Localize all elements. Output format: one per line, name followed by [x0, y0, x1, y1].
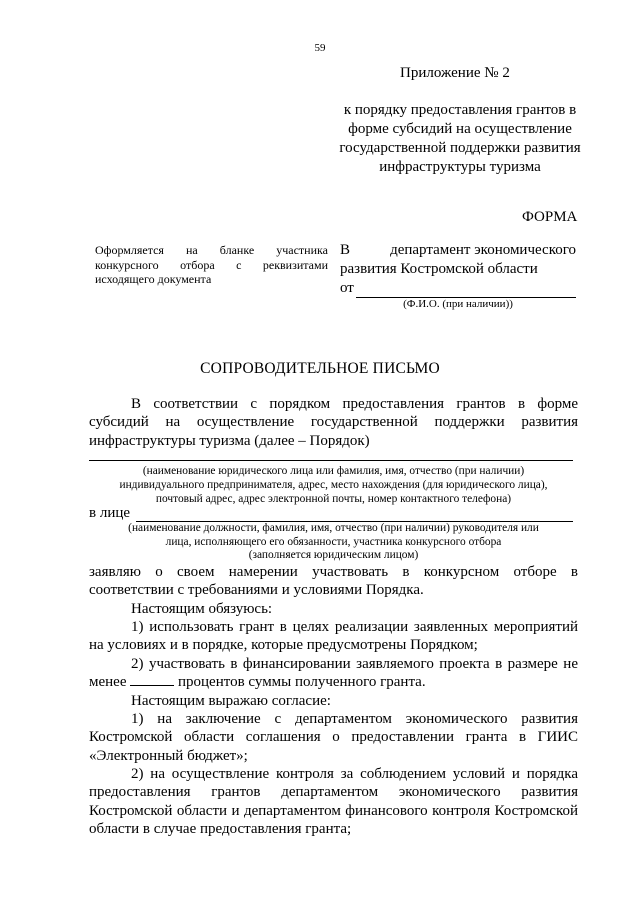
addressee-line-1: [340, 241, 576, 260]
applicant-blank-line: [89, 460, 573, 461]
person-line: [89, 504, 573, 522]
fio-hint: (Ф.И.О. (при наличии)): [403, 298, 513, 310]
obligation-2: [89, 655, 578, 692]
obligations-heading: Настоящим обязуюсь:: [131, 601, 273, 617]
intro-paragraph: В соответствии с порядком предоставления грантов в форме субсидий на осуществление государственной поддержки развития инфраструктуры туризма (далее – Порядок): [89, 396, 578, 449]
addressee-department: департамент экономического: [390, 242, 576, 258]
obligation-2-end: процентов суммы полученного гранта.: [178, 674, 426, 691]
person-hint-2: лица, исполняющего его обязанности, участника конкурсного отбора: [165, 536, 502, 548]
obligation-2-start: 2) участвовать в финансировании заявляемого проекта в размере не менее: [89, 656, 578, 691]
addressee-block: [340, 241, 576, 298]
person-label: в лице: [89, 505, 131, 521]
applicant-hint-1: (наименование юридического лица или фамилия, имя, отчество (при наличии): [142, 465, 525, 477]
form-label: ФОРМА: [522, 209, 578, 225]
person-hint-3: (заполняется юридическим лицом): [248, 549, 419, 561]
page-number: 59: [314, 42, 326, 54]
appendix-text: к порядку предоставления грантов в форме субсидий на осуществление государственной поддержки развития инфраструктуры туризма: [339, 102, 581, 175]
declare-paragraph: заявляю о своем намерении участвовать в конкурсном отборе в соответствии с требованиями и условиями Порядка.: [89, 564, 578, 599]
consent-heading: Настоящим выражаю согласие:: [131, 693, 331, 709]
addressee-prefix: В: [340, 242, 351, 258]
consent-1: 1) на заключение с департаментом экономического развития Костромской области соглашения о предоставлении гранта в ГИИС «Электронный бюджет»;: [89, 711, 578, 764]
addressee-line-2: развития Костромской области: [340, 261, 538, 277]
from-blank-line: [356, 282, 576, 298]
appendix-number: Приложение № 2: [400, 65, 510, 81]
consent-2: 2) на осуществление контроля за соблюдением условий и порядка предоставления грантов департаментом экономического развития Костромской области и департаментом финансового контроля Костромской области в случае предоставления гранта;: [89, 766, 578, 837]
from-label: от: [340, 280, 354, 296]
person-hint-1: (наименование должности, фамилия, имя, отчество (при наличии) руководителя или: [128, 522, 539, 534]
addressee-from-line: [340, 279, 576, 298]
letter-title: СОПРОВОДИТЕЛЬНОЕ ПИСЬМО: [200, 360, 440, 377]
obligation-1: 1) использовать грант в целях реализации заявленных мероприятий на условиях и в порядке, которые предусмотрены Порядком;: [89, 619, 578, 654]
percent-blank: [130, 673, 174, 686]
applicant-hint-2: индивидуального предпринимателя, адрес, место нахождения (для юридического лица),: [119, 479, 548, 491]
form-note: Оформляется на бланке участника конкурсного отбора с реквизитами исходящего документа: [95, 243, 328, 286]
applicant-hint-3: почтовый адрес, адрес электронной почты, номер контактного телефона): [155, 493, 512, 505]
person-blank-line: [136, 507, 573, 522]
